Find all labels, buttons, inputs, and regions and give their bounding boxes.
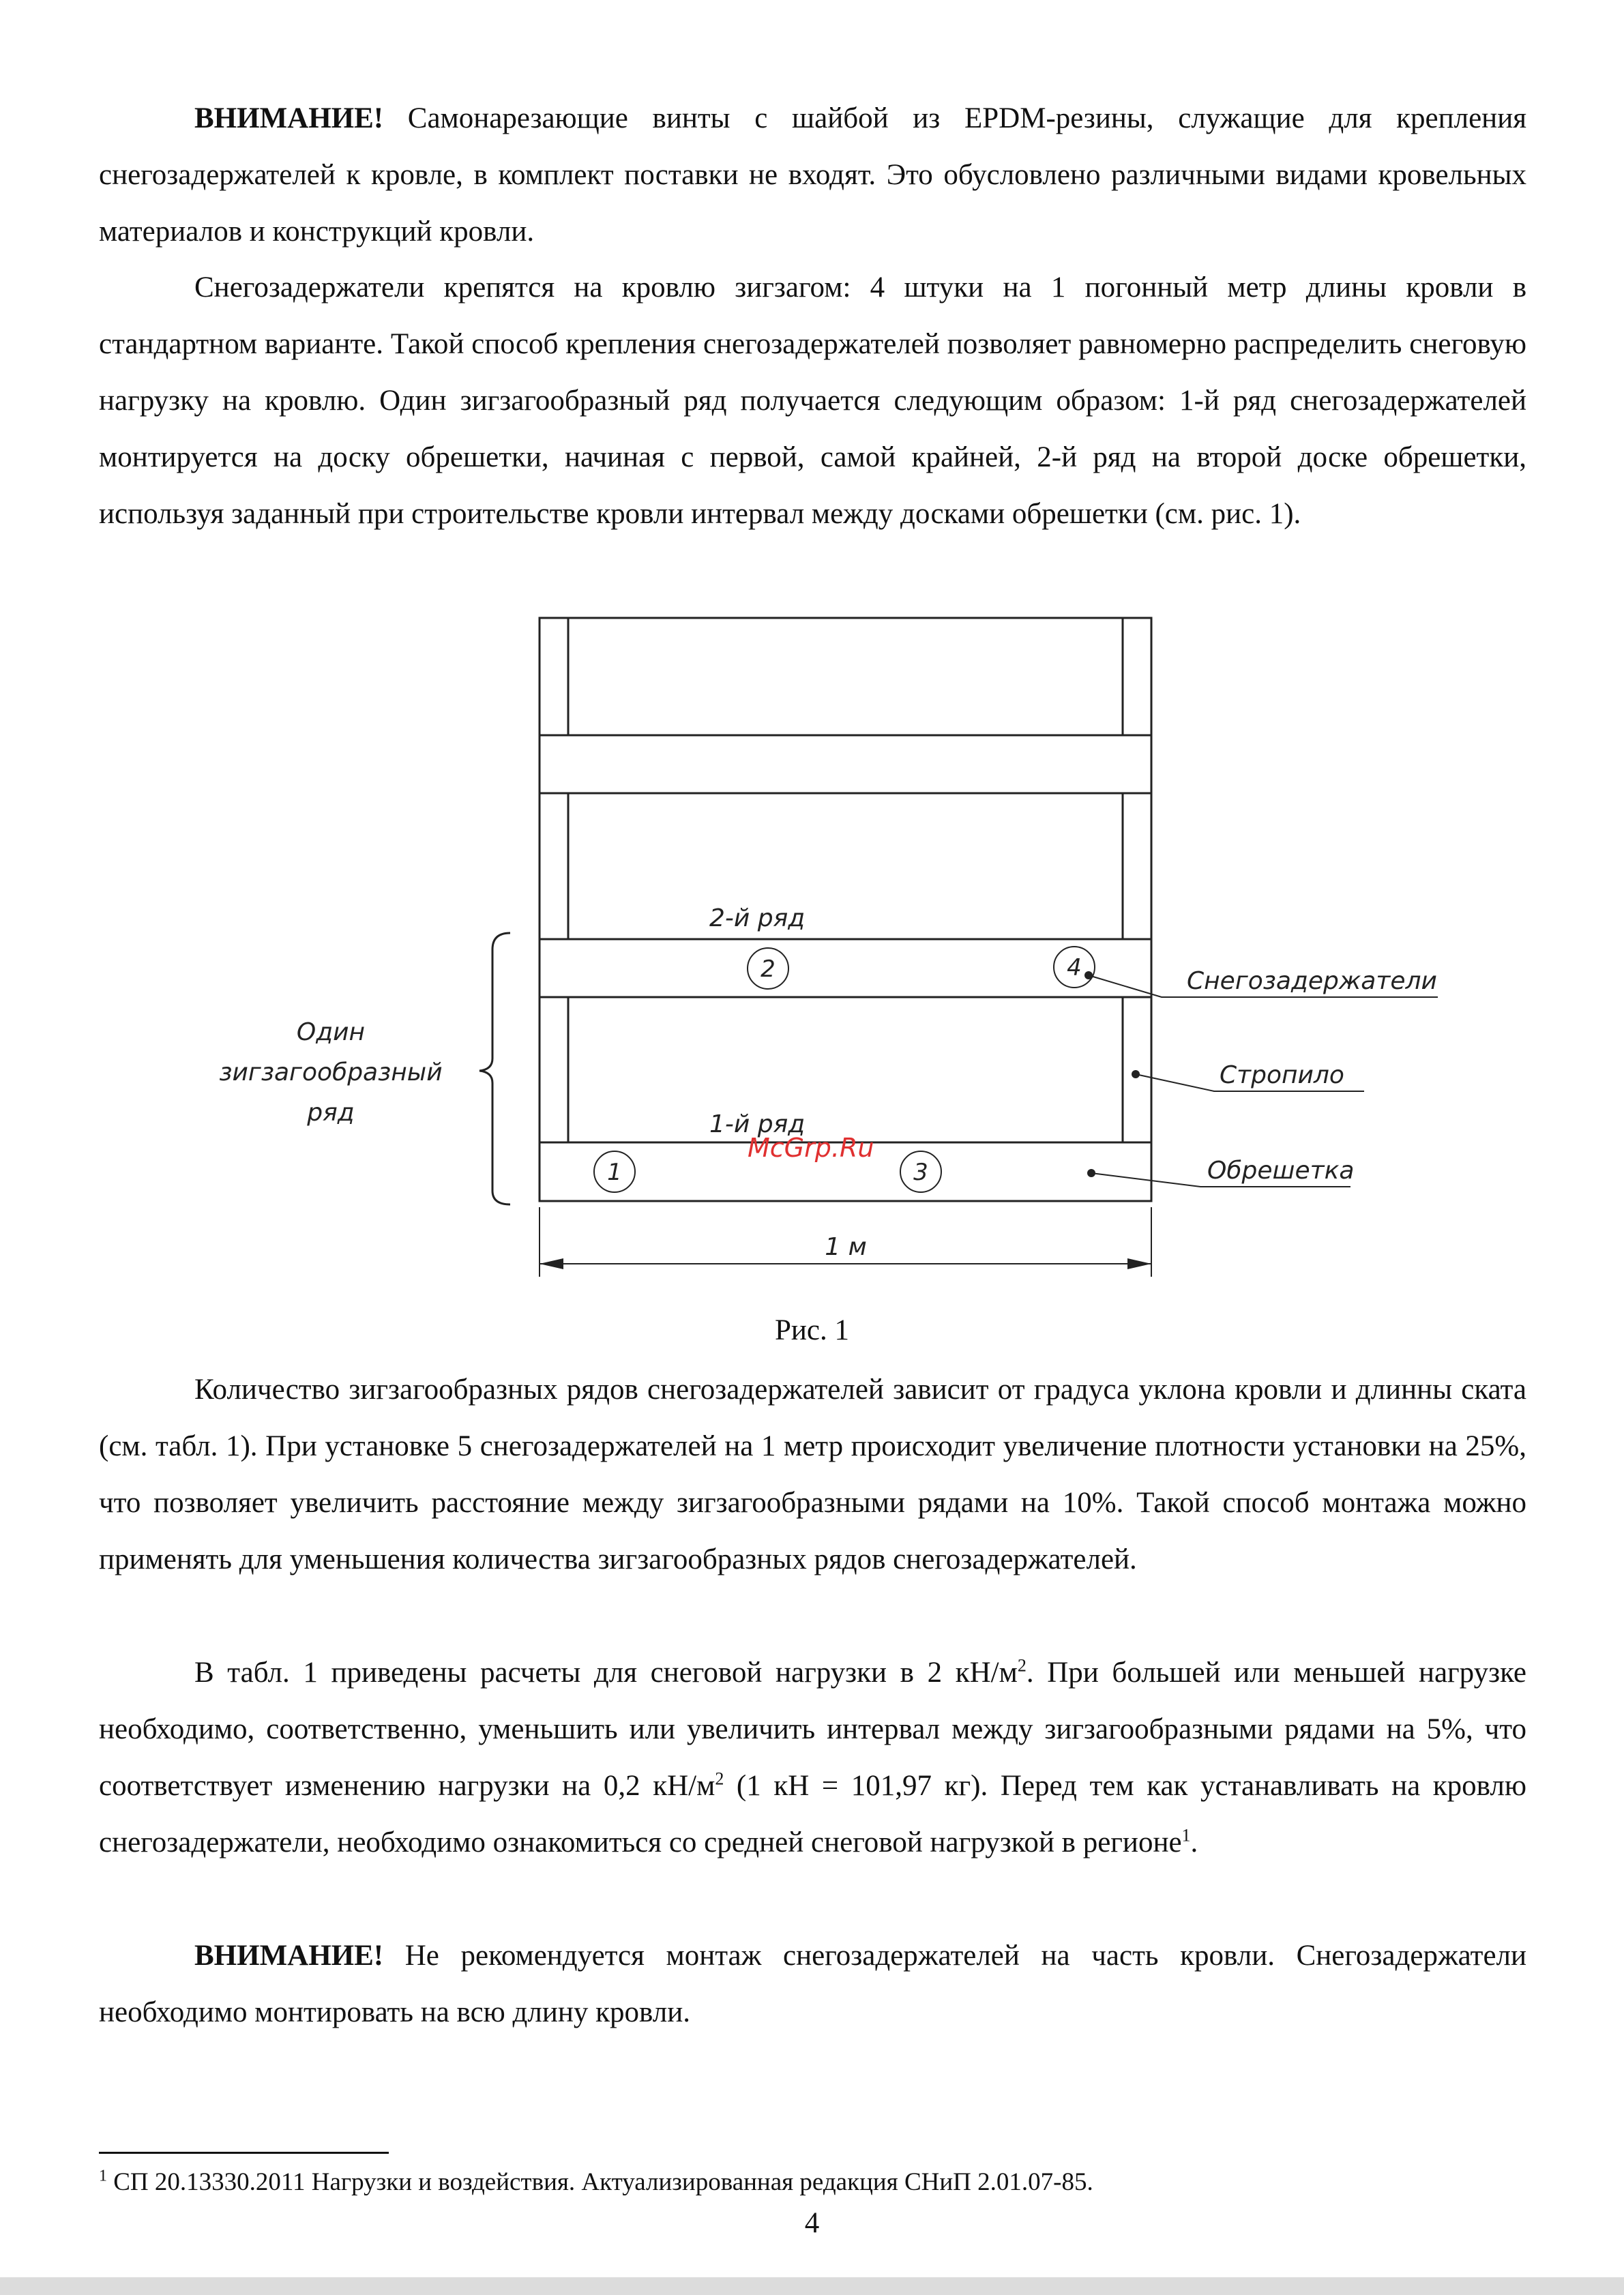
row-1-label: 1-й ряд (709, 1110, 806, 1138)
paragraph-text: Самонарезающие винты с шайбой из EPDM-резины, служащие для крепления снегозадержателей к кровле, в комплект поставки не входят. Это обусловлено различными видами кровельных материалов и конструкций кровли. (99, 102, 1526, 248)
watermark: McGrp.Ru (748, 1133, 874, 1163)
group-label-line-2: зигзагообразный (219, 1058, 443, 1086)
marker-number: 4 (1067, 954, 1082, 981)
footnote-text: СП 20.13330.2011 Нагрузки и воздействия. Актуализированная редакция СНиП 2.01.07-85. (107, 2168, 1093, 2196)
paragraph-warning-full-length (99, 1927, 1526, 2041)
batten-row-2 (540, 939, 1151, 997)
page-bottom-edge (0, 2277, 1624, 2295)
roof-frame (540, 618, 1151, 1201)
leader-dot-rafter (1132, 1070, 1140, 1078)
superscript: 2 (1017, 1655, 1027, 1676)
group-bracket (479, 933, 510, 1204)
paragraph-text: В табл. 1 приведены расчеты для снеговой нагрузки в 2 кН/м (194, 1657, 1018, 1689)
dimension-arrow-left (540, 1258, 563, 1269)
marker-number: 1 (607, 1159, 622, 1186)
row-2-label: 2-й ряд (709, 904, 806, 932)
footnote-reference: 1 (1181, 1825, 1191, 1846)
callout-batten: Обрешетка (1207, 1157, 1355, 1185)
footnote (99, 2167, 1093, 2197)
marker-number: 3 (913, 1159, 928, 1186)
paragraph-warning-screws (99, 90, 1526, 260)
marker-number: 2 (761, 956, 776, 983)
warning-label: ВНИМАНИЕ! (194, 102, 384, 134)
paragraph-zigzag-mounting: Снегозадержатели крепятся на кровлю зигзагом: 4 штуки на 1 погонный метр длины кровли в стандартном варианте. Такой способ крепления снегозадержателей позволяет равномерно распределить снеговую нагрузку на кровлю. Один зигзагообразный ряд получается следующим образом: 1-й ряд снегозадержателей монтируется на доску обрешетки, начиная с первой, самой крайней, 2-й ряд на второй доске обрешетки, используя заданный при строительстве кровли интервал между досками обрешетки (см. рис. 1). (99, 271, 1526, 530)
dimension-arrow-right (1127, 1258, 1151, 1269)
paragraph-snow-load (99, 1644, 1526, 1871)
superscript: 2 (715, 1768, 724, 1789)
batten-top (540, 735, 1151, 793)
page-number: 4 (804, 2207, 820, 2239)
callout-snow-guards: Снегозадержатели (1187, 967, 1437, 995)
group-label-line-1: Один (296, 1018, 366, 1046)
paragraph-text: . При большей или меньшей нагрузке необходимо, соответственно, уменьшить или увеличить интервал между зигзагообразными рядами на 5%, что соответствует изменению нагрузки на 0,2 кН/м (99, 1657, 1527, 1802)
footnote-divider (99, 2152, 389, 2154)
figure-caption: Рис. 1 (774, 1314, 849, 1346)
group-label-line-3: ряд (307, 1099, 355, 1127)
paragraph-text: Не рекомендуется монтаж снегозадержателей на часть кровли. Снегозадержатели необходимо монтировать на всю длину кровли. (99, 1940, 1526, 2028)
leader-dot-snow-guard (1084, 971, 1093, 979)
paragraph-text: . (1190, 1826, 1198, 1859)
callout-rafter: Стропило (1220, 1061, 1344, 1089)
paragraph-text: (1 кН = 101,97 кг). Перед тем как устанавливать на кровлю снегозадержатели, необходимо ознакомиться со средней снеговой нагрузкой в регионе (99, 1770, 1526, 1859)
paragraph-zigzag-count: Количество зигзагообразных рядов снегозадержателей зависит от градуса уклона кровли и длинны ската (см. табл. 1). При установке 5 снегозадержателей на 1 метр происходит увеличение плотности установки на 25%, что позволяет увеличить расстояние между зигзагообразными рядами на 10%. Такой способ монтажа можно применять для уменьшения количества зигзагообразных рядов снегозадержателей. (99, 1374, 1526, 1575)
figure-mounting-scheme (0, 600, 1624, 1296)
dimension-label: 1 м (825, 1233, 867, 1261)
footnote-mark: 1 (99, 2167, 107, 2185)
warning-label: ВНИМАНИЕ! (194, 1940, 384, 1972)
leader-dot-batten (1087, 1169, 1095, 1177)
